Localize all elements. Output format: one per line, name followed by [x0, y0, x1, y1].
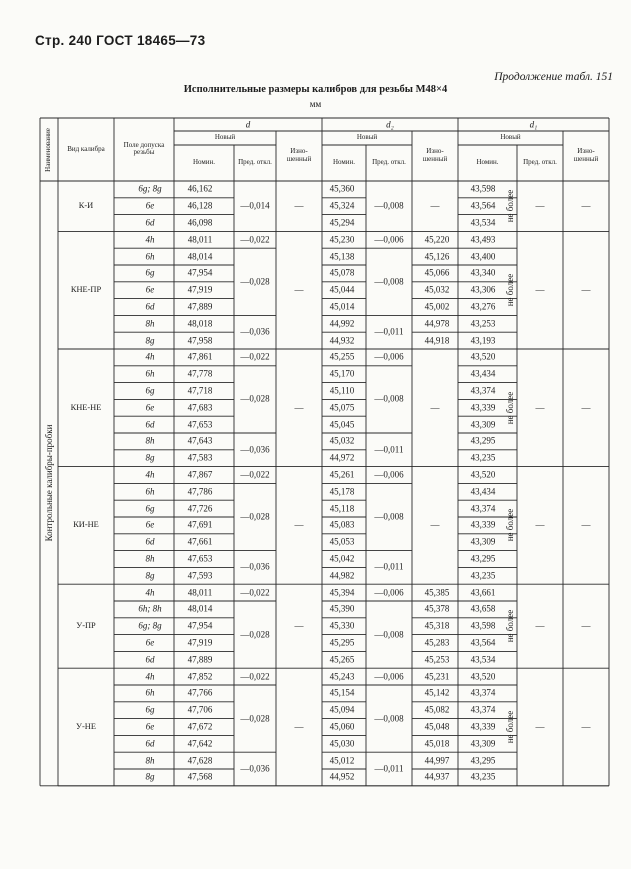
d1-nominal: 43,658	[470, 603, 496, 614]
d2-nominal: 44,952	[329, 771, 355, 782]
col-header-nom-d: Номин.	[192, 158, 216, 167]
calibre-name: КНЕ-ПР	[70, 284, 102, 294]
d2-deviation: —0,006	[374, 234, 404, 245]
tolerance-field: 4h	[145, 234, 155, 245]
tolerance-field: 6d	[145, 301, 155, 312]
d2-deviation: —0,008	[374, 276, 404, 287]
d-nominal: 47,672	[187, 721, 213, 732]
d2-nominal: 45,154	[329, 687, 355, 698]
d-worn: —	[294, 519, 304, 530]
d2-nominal: 45,330	[329, 620, 355, 631]
d-nominal: 47,861	[187, 351, 213, 362]
d-nominal: 47,766	[187, 687, 213, 698]
d-nominal: 47,919	[187, 284, 213, 295]
col-header-new-d1: Новый	[500, 133, 521, 142]
d2-nominal: 45,078	[329, 267, 355, 278]
d2-nominal: 45,030	[329, 738, 355, 749]
d-deviation: —0,028	[240, 276, 270, 287]
d2-worn: 45,032	[424, 284, 450, 295]
tolerance-field: 6h	[145, 486, 155, 497]
tolerance-field: 6d	[145, 738, 155, 749]
d1-worn: —	[581, 620, 591, 631]
d1-worn: —	[581, 200, 591, 211]
d2-deviation: —0,011	[374, 326, 404, 337]
d1-nominal: 43,598	[470, 620, 496, 631]
calibre-name: КИ-НЕ	[73, 520, 99, 530]
d2-nominal: 45,265	[329, 654, 355, 665]
unit-label: мм	[309, 99, 322, 109]
tolerance-field: 8h	[145, 318, 155, 329]
col-header-d: d	[245, 119, 251, 129]
d-nominal: 47,726	[187, 503, 213, 514]
d2-deviation: —0,006	[374, 469, 404, 480]
tolerance-field: 6g; 8g	[138, 183, 162, 194]
d-nominal: 48,018	[187, 318, 213, 329]
d-nominal: 47,954	[187, 267, 213, 278]
d-nominal: 47,706	[187, 704, 213, 715]
d-deviation: —0,022	[240, 351, 270, 362]
d-deviation: —0,036	[240, 326, 270, 337]
table-title: Исполнительные размеры калибров для резьбы М48×4	[183, 84, 448, 95]
d1-not-more-label: не более	[505, 609, 515, 643]
tolerance-field: 6g	[145, 267, 155, 278]
d2-worn: 45,082	[424, 704, 450, 715]
d2-nominal: 45,178	[329, 486, 355, 497]
d1-not-more-label: не более	[505, 273, 515, 307]
d-deviation: —0,036	[240, 763, 270, 774]
tolerance-field: 6e	[145, 200, 155, 211]
d2-nominal: 45,032	[329, 435, 355, 446]
d-deviation: —0,022	[240, 671, 270, 682]
d-nominal: 48,011	[187, 587, 213, 598]
d1-deviation: —	[535, 519, 545, 530]
tolerance-field: 4h	[145, 587, 155, 598]
d1-nominal: 43,374	[470, 704, 496, 715]
d1-not-more-label: не более	[505, 710, 515, 744]
d-deviation: —0,028	[240, 713, 270, 724]
d2-nominal: 45,243	[329, 671, 355, 682]
d-nominal: 47,778	[187, 368, 213, 379]
d1-nominal: 43,661	[470, 587, 496, 598]
d2-nominal: 45,014	[329, 301, 355, 312]
tolerance-field: 8h	[145, 755, 155, 766]
d2-worn: 45,142	[424, 687, 450, 698]
d-nominal: 47,593	[187, 570, 213, 581]
d-deviation: —0,022	[240, 234, 270, 245]
d1-nominal: 43,340	[470, 267, 496, 278]
d2-worn: 45,378	[424, 603, 450, 614]
d1-nominal: 43,339	[470, 721, 496, 732]
col-header-new-d2: Новый	[356, 133, 378, 142]
d-nominal: 47,642	[187, 738, 213, 749]
calibre-name: У-ПР	[76, 620, 96, 630]
d-nominal: 47,628	[187, 755, 213, 766]
d-nominal: 46,128	[187, 200, 213, 211]
tolerance-field: 8g	[145, 335, 155, 346]
d1-nominal: 43,434	[470, 368, 496, 379]
d1-worn: —	[581, 721, 591, 732]
d2-deviation: —0,006	[374, 671, 404, 682]
tolerance-field: 6d	[145, 536, 155, 547]
d2-nominal: 45,230	[329, 234, 355, 245]
d2-worn: 44,997	[424, 755, 450, 766]
d1-deviation: —	[535, 402, 545, 413]
d-nominal: 47,852	[187, 671, 213, 682]
tolerance-field: 6d	[145, 654, 155, 665]
d-nominal: 47,786	[187, 486, 213, 497]
d1-worn: —	[581, 284, 591, 295]
tolerance-field: 6g	[145, 704, 155, 715]
tolerance-field: 6h; 8h	[138, 603, 162, 614]
d2-nominal: 45,138	[329, 251, 355, 262]
d-nominal: 47,958	[187, 335, 213, 346]
col-header-worn-d: Изно-шенный	[286, 147, 312, 163]
tolerance-field: 4h	[145, 469, 155, 480]
d-nominal: 47,691	[187, 519, 213, 530]
d-nominal: 46,098	[187, 217, 213, 228]
d-nominal: 46,162	[187, 183, 213, 194]
tolerance-field: 6e	[145, 402, 155, 413]
tolerance-field: 8g	[145, 570, 155, 581]
d-nominal: 47,718	[187, 385, 213, 396]
d1-nominal: 43,235	[470, 771, 496, 782]
d1-nominal: 43,493	[470, 234, 496, 245]
d1-nominal: 43,520	[470, 469, 496, 480]
d2-nominal: 45,118	[329, 503, 355, 514]
d2-nominal: 45,294	[329, 217, 355, 228]
d2-deviation: —0,008	[374, 629, 404, 640]
col-header-nom-d2: Номин.	[332, 158, 356, 167]
d1-nominal: 43,598	[470, 183, 496, 194]
page-header: Стр. 240 ГОСТ 18465—73	[35, 33, 206, 48]
d1-nominal: 43,235	[470, 452, 496, 463]
d2-nominal: 45,255	[329, 351, 355, 362]
d1-nominal: 43,235	[470, 570, 496, 581]
tolerance-field: 8g	[145, 452, 155, 463]
d2-worn: —	[430, 200, 440, 211]
calibre-name: К-И	[78, 200, 94, 210]
d2-deviation: —0,011	[374, 444, 404, 455]
d1-not-more-label: не более	[505, 391, 515, 425]
d1-nominal: 43,309	[470, 738, 496, 749]
d-nominal: 48,011	[187, 234, 213, 245]
continuation-note: Продолжение табл. 151	[494, 71, 613, 83]
d-worn: —	[294, 284, 304, 295]
d1-nominal: 43,374	[470, 687, 496, 698]
d1-worn: —	[581, 402, 591, 413]
d-nominal: 47,643	[187, 435, 213, 446]
d2-nominal: 45,083	[329, 519, 355, 530]
d-deviation: —0,036	[240, 561, 270, 572]
col-header-dev-d2: Пред. откл.	[372, 158, 406, 167]
col-header-tolerance-field: Поле допуска резьбы	[123, 140, 165, 157]
col-header-d1: d₁	[529, 119, 538, 129]
d-deviation: —0,014	[240, 200, 270, 211]
d1-nominal: 43,276	[470, 301, 496, 312]
d2-worn: 45,018	[424, 738, 450, 749]
tolerance-field: 6g; 8g	[138, 620, 162, 631]
d-deviation: —0,028	[240, 511, 270, 522]
d1-nominal: 43,374	[470, 385, 496, 396]
d1-nominal: 43,339	[470, 402, 496, 413]
d2-nominal: 44,932	[329, 335, 355, 346]
d1-deviation: —	[535, 284, 545, 295]
d-deviation: —0,036	[240, 444, 270, 455]
d2-worn: 45,231	[424, 671, 450, 682]
d2-deviation: —0,011	[374, 763, 404, 774]
d2-deviation: —0,008	[374, 393, 404, 404]
d1-nominal: 43,534	[470, 654, 496, 665]
d-deviation: —0,022	[240, 469, 270, 480]
d1-nominal: 43,306	[470, 284, 496, 295]
tolerance-field: 6g	[145, 385, 155, 396]
d2-worn: 45,066	[424, 267, 450, 278]
d2-nominal: 45,360	[329, 183, 355, 194]
d-nominal: 47,661	[187, 536, 213, 547]
col-header-nom-d1: Номин.	[476, 158, 499, 167]
d1-nominal: 43,434	[470, 486, 496, 497]
d2-worn: 45,283	[424, 637, 450, 648]
d-nominal: 47,683	[187, 402, 213, 413]
d1-nominal: 43,193	[470, 335, 496, 346]
d-deviation: —0,028	[240, 393, 270, 404]
d2-nominal: 45,261	[329, 469, 355, 480]
d1-nominal: 43,520	[470, 351, 496, 362]
d2-nominal: 45,110	[329, 385, 355, 396]
d2-nominal: 44,982	[329, 570, 355, 581]
d2-deviation: —0,008	[374, 511, 404, 522]
d2-worn: 45,220	[424, 234, 450, 245]
d2-worn: 45,385	[424, 587, 450, 598]
d1-deviation: —	[535, 620, 545, 631]
d-nominal: 48,014	[187, 603, 213, 614]
d-worn: —	[294, 620, 304, 631]
d1-worn: —	[581, 519, 591, 530]
d2-worn: —	[430, 402, 440, 413]
d2-worn: 45,253	[424, 654, 450, 665]
d-nominal: 47,867	[187, 469, 213, 480]
tolerance-field: 6d	[145, 419, 155, 430]
d1-deviation: —	[535, 200, 545, 211]
col-header-new-d: Новый	[214, 133, 236, 142]
d2-nominal: 45,053	[329, 536, 355, 547]
d1-nominal: 43,374	[470, 503, 496, 514]
d-nominal: 47,919	[187, 637, 213, 648]
d-nominal: 47,583	[187, 452, 213, 463]
d-nominal: 47,568	[187, 771, 213, 782]
tolerance-field: 4h	[145, 671, 155, 682]
d2-nominal: 45,170	[329, 368, 355, 379]
tolerance-field: 6e	[145, 721, 155, 732]
d2-nominal: 45,045	[329, 419, 355, 430]
d2-worn: —	[430, 519, 440, 530]
d2-worn: 44,978	[424, 318, 450, 329]
d1-deviation: —	[535, 721, 545, 732]
d1-not-more-label: не более	[505, 189, 515, 223]
d2-worn: 45,318	[424, 620, 450, 631]
tolerance-field: 6e	[145, 284, 155, 295]
d2-nominal: 45,390	[329, 603, 355, 614]
d1-nominal: 43,400	[470, 251, 496, 262]
d2-nominal: 45,042	[329, 553, 355, 564]
d2-deviation: —0,006	[374, 351, 404, 362]
d2-deviation: —0,008	[374, 713, 404, 724]
d2-worn: 45,048	[424, 721, 450, 732]
d2-nominal: 45,094	[329, 704, 355, 715]
tolerance-field: 6d	[145, 217, 155, 228]
d2-deviation: —0,006	[374, 587, 404, 598]
d2-nominal: 45,295	[329, 637, 355, 648]
d-nominal: 47,954	[187, 620, 213, 631]
d2-worn: 45,002	[424, 301, 450, 312]
d1-nominal: 43,309	[470, 419, 496, 430]
d-nominal: 48,014	[187, 251, 213, 262]
d-worn: —	[294, 402, 304, 413]
d1-nominal: 43,564	[470, 637, 496, 648]
tolerance-field: 8h	[145, 553, 155, 564]
d1-nominal: 43,534	[470, 217, 496, 228]
col-header-dev-d1: Пред. откл.	[523, 158, 557, 167]
d-worn: —	[294, 200, 304, 211]
tolerance-field: 6e	[145, 637, 155, 648]
calibre-name: КНЕ-НЕ	[70, 402, 102, 412]
d-nominal: 47,889	[187, 654, 213, 665]
d1-nominal: 43,253	[470, 318, 496, 329]
group-name: Контрольные калибры-пробки	[44, 424, 54, 542]
d2-nominal: 45,060	[329, 721, 355, 732]
d1-nominal: 43,339	[470, 519, 496, 530]
d-nominal: 47,653	[187, 553, 213, 564]
d2-nominal: 45,012	[329, 755, 355, 766]
tolerance-field: 4h	[145, 351, 155, 362]
col-header-dev-d: Пред. откл.	[238, 158, 272, 167]
tolerance-field: 6e	[145, 519, 155, 530]
d2-nominal: 44,992	[329, 318, 355, 329]
d-worn: —	[294, 721, 304, 732]
tolerance-field: 8h	[145, 435, 155, 446]
tolerance-field: 6h	[145, 368, 155, 379]
col-header-d2: d₂	[386, 119, 394, 129]
d1-nominal: 43,564	[470, 200, 496, 211]
d2-deviation: —0,011	[374, 561, 404, 572]
d1-nominal: 43,295	[470, 553, 496, 564]
d2-worn: 44,937	[424, 771, 450, 782]
tolerance-field: 6h	[145, 251, 155, 262]
d2-nominal: 45,075	[329, 402, 355, 413]
col-header-calibre-type: Вид калибра	[67, 144, 105, 153]
d-deviation: —0,028	[240, 629, 270, 640]
d2-nominal: 45,044	[329, 284, 355, 295]
d-deviation: —0,022	[240, 587, 270, 598]
d2-worn: 44,918	[424, 335, 450, 346]
col-header-worn-d1: Изно-шенный	[573, 147, 599, 163]
tolerance-field: 6h	[145, 687, 155, 698]
tolerance-field: 8g	[145, 771, 155, 782]
d1-not-more-label: не более	[505, 509, 515, 542]
d2-nominal: 45,394	[329, 587, 355, 598]
tolerance-field: 6g	[145, 503, 155, 514]
d-nominal: 47,653	[187, 419, 213, 430]
d1-nominal: 43,309	[470, 536, 496, 547]
col-header-worn-d2: Изно-шенный	[422, 147, 448, 163]
d2-nominal: 45,324	[329, 200, 355, 211]
d1-nominal: 43,520	[470, 671, 496, 682]
col-header-name: Наименование	[44, 127, 53, 172]
calibre-name: У-НЕ	[76, 721, 96, 731]
d-nominal: 47,889	[187, 301, 213, 312]
d1-nominal: 43,295	[470, 755, 496, 766]
d2-nominal: 44,972	[329, 452, 355, 463]
d2-worn: 45,126	[424, 251, 450, 262]
d2-deviation: —0,008	[374, 200, 404, 211]
d1-nominal: 43,295	[470, 435, 496, 446]
